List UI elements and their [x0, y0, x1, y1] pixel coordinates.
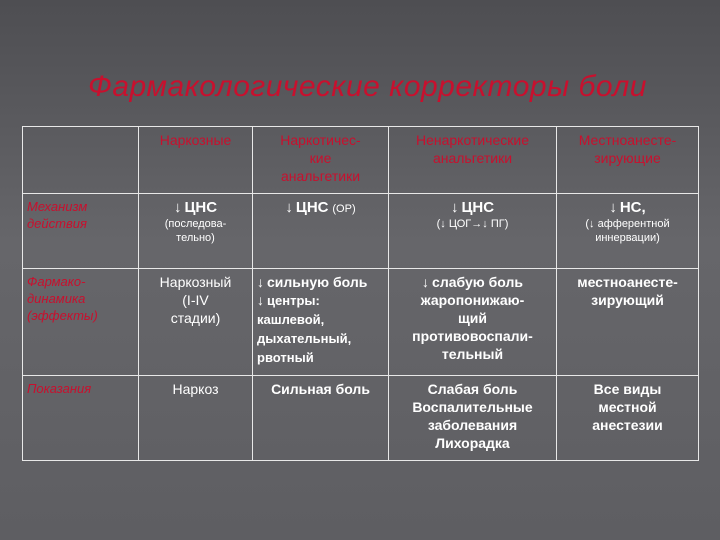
cell-pd-analgesic: ↓ сильную боль ↓ центры: кашлевой, дыхательный, рвотный [253, 269, 389, 376]
header-empty-cell [23, 127, 139, 194]
arrow-down-icon: ↓ [285, 199, 293, 216]
arrow-down-icon: ↓ [440, 218, 446, 230]
arrow-down-icon: ↓ [482, 218, 488, 230]
cell-ind-nonnarcotic: Слабая боль Воспалительные заболевания Лихорадка [389, 376, 557, 461]
row-label-pharmacodynamics: Фармако- динамика (эффекты) [23, 269, 139, 376]
cell-mechanism-nonnarcotic: ↓ ЦНС (↓ ЦОГ→↓ ПГ) [389, 194, 557, 269]
table-row-pharmacodynamics [23, 269, 699, 376]
header-local-anesthetics: Местноанесте- зирующие [557, 127, 699, 194]
arrow-down-icon: ↓ [609, 199, 617, 216]
correctors-table [22, 126, 699, 461]
cell-ind-analgesic: Сильная боль [253, 376, 389, 461]
cell-mechanism-analgesic: ↓ ЦНС (ОР) [253, 194, 389, 269]
cell-pd-narcotic: Наркозный (I-IV стадии) [139, 269, 253, 376]
cell-pd-nonnarcotic: ↓ слабую боль жаропонижаю- щий противовоспали- тельный [389, 269, 557, 376]
row-label-indications: Показания [23, 376, 139, 461]
table-row-indications [23, 376, 699, 461]
arrow-right-icon: → [471, 218, 483, 230]
cell-ind-narcotic: Наркоз [139, 376, 253, 461]
arrow-down-icon: ↓ [257, 274, 264, 290]
table-row-mechanism [23, 194, 699, 269]
cell-mechanism-narcotic: ↓ ЦНС (последова- тельно) [139, 194, 253, 269]
header-narcotic: Наркозные [139, 127, 253, 194]
header-nonnarcotic-analgesics: Ненаркотические анальгетики [389, 127, 557, 194]
arrow-down-icon: ↓ [422, 274, 430, 290]
header-narcotic-analgesics: Наркотичес- кие анальгетики [253, 127, 389, 194]
arrow-down-icon: ↓ [257, 292, 264, 308]
row-label-mechanism: Механизм действия [23, 194, 139, 269]
cell-pd-local: местноанесте- зирующий [557, 269, 699, 376]
cell-ind-local: Все виды местной анестезии [557, 376, 699, 461]
header-row [23, 127, 699, 194]
slide-title: Фармакологические корректоры боли [88, 70, 647, 103]
cell-mechanism-local: ↓ НС, (↓ афферентной иннервации) [557, 194, 699, 269]
arrow-down-icon: ↓ [450, 199, 459, 216]
arrow-down-icon: ↓ [173, 199, 182, 216]
